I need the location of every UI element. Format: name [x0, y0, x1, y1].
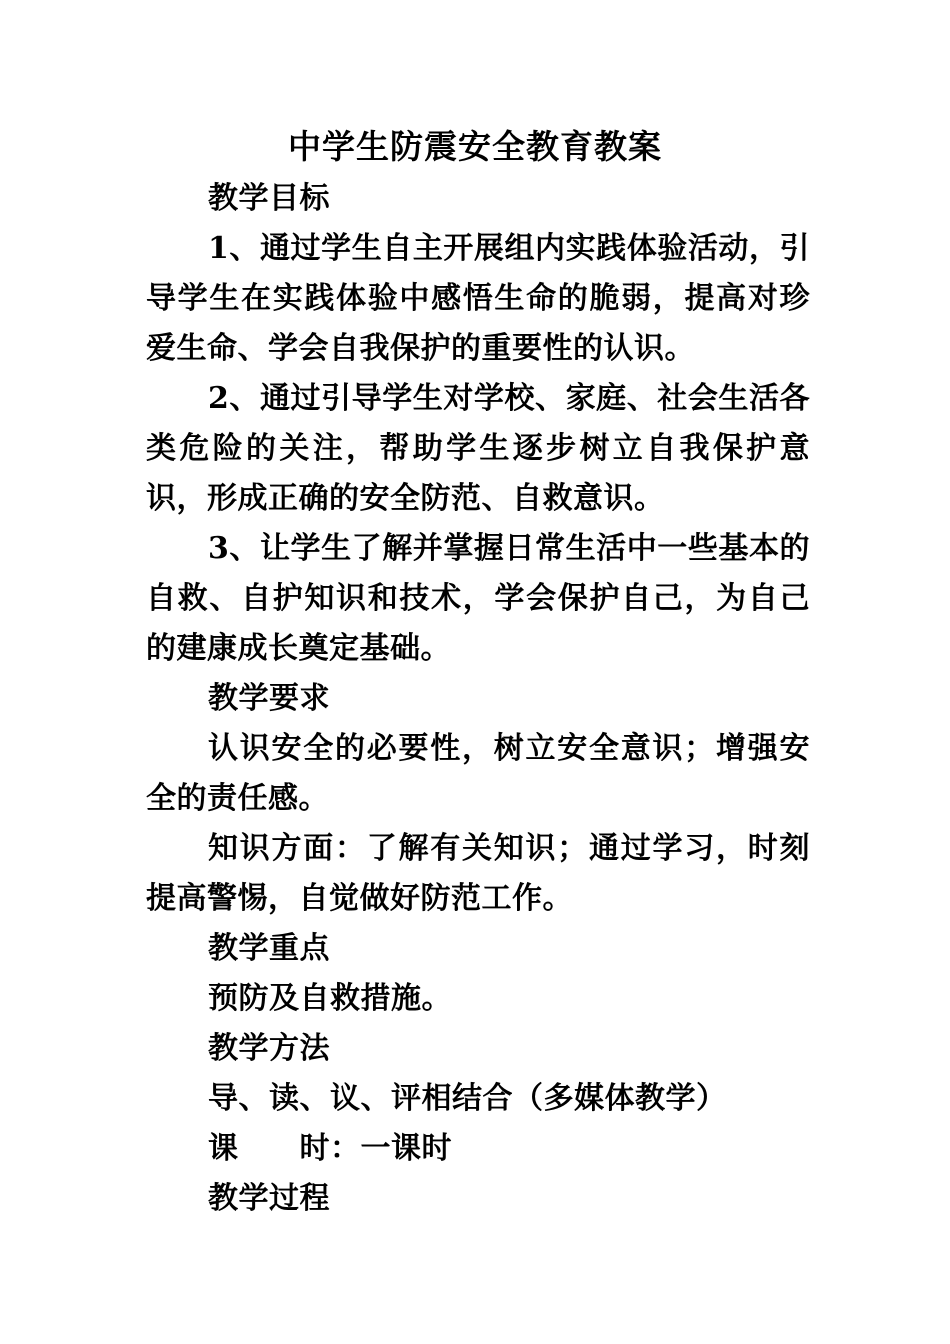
heading-teaching-objectives: 教学目标 [208, 181, 330, 216]
heading-teaching-focus: 教学重点 [208, 931, 330, 966]
heading-teaching-process: 教学过程 [208, 1181, 330, 1216]
teaching-methods-text: 导、读、议、评相结合（多媒体教学） [208, 1081, 727, 1116]
heading-teaching-methods: 教学方法 [208, 1031, 330, 1066]
document-title: 中学生防震安全教育教案 [288, 127, 662, 166]
requirement-safety-awareness: 认识安全的必要性，树立安全意识；增强安全的责任感。 [146, 731, 810, 816]
objective-3: 3、让学生了解并掌握日常生活中一些基本的自救、自护知识和技术，学会保护自己，为自己的建康成长奠定基础。 [146, 531, 810, 666]
class-hours: 课 时：一课时 [208, 1131, 452, 1166]
document-body [146, 174, 810, 1224]
heading-teaching-requirements: 教学要求 [208, 681, 330, 716]
requirement-knowledge: 知识方面：了解有关知识；通过学习，时刻提高警惕，自觉做好防范工作。 [146, 831, 810, 916]
teaching-focus-text: 预防及自救措施。 [208, 981, 452, 1016]
objective-1: 1、通过学生自主开展组内实践体验活动，引导学生在实践体验中感悟生命的脆弱，提高对珍爱生命、学会自我保护的重要性的认识。 [146, 231, 810, 366]
objective-2: 2、通过引导学生对学校、家庭、社会生活各类危险的关注，帮助学生逐步树立自我保护意识，形成正确的安全防范、自救意识。 [146, 381, 810, 516]
